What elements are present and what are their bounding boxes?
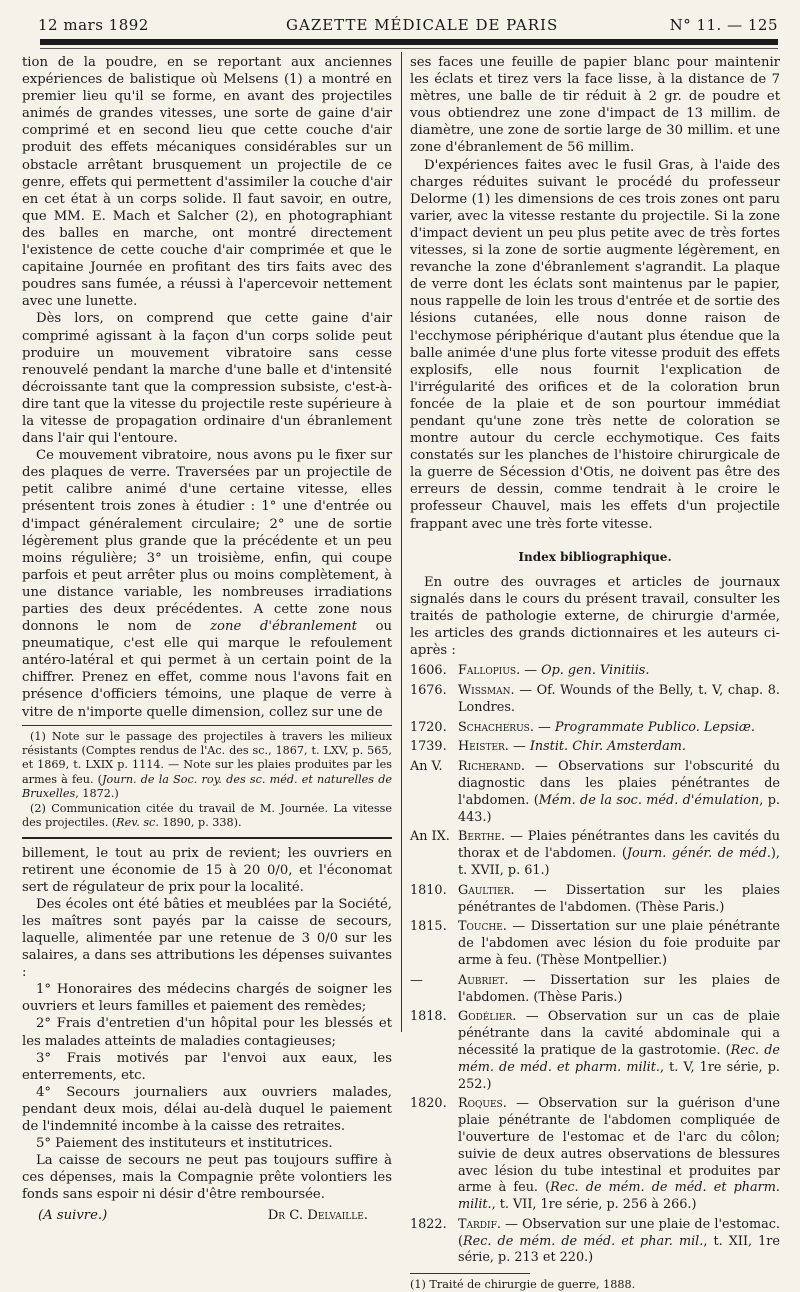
footnote-1: (1) Note sur le passage des projectiles à travers les milieux résistants (Comptes rendus de l'Ac. des sc., 1867, t. LXV, p. 565, et 1869, t. LXIX p. 1114. — Note sur les plaies produites par les armes à feu. (Journ. de la Soc. roy. des sc. méd. et naturelles de Bruxelles, 1872.) [22, 729, 392, 801]
right-footnote: (1) Traité de chirurgie de guerre, 1888. [410, 1278, 636, 1292]
entry-author: Richerand. [458, 759, 525, 775]
entry-author: Godélier. [458, 1009, 517, 1025]
left-paragraph-5: Des écoles ont été bâties et meublées par la Société, les maîtres sont payés par la caisse de secours, laquelle, alimentée par une retenue de 3 0/0 sur les salaires, a dans ses attributions les dépenses suivantes : [22, 896, 392, 981]
bibliography-entry [410, 1096, 780, 1214]
list-item: 2° Frais d'entretien d'un hôpital pour les blessés et les malades atteints de maladies contagieuses; [22, 1016, 392, 1049]
left-footnotes [22, 730, 392, 831]
entry-text: Berthe. — Plaies pénétrantes dans les cavités du thorax et de l'abdomen. (Journ. génér. de méd.), t. XVII, p. 61.) [458, 829, 780, 878]
entry-year: 1820. [410, 1096, 447, 1112]
left-paragraph-2: Dès lors, on comprend que cette gaine d'air comprimé agissant à la façon d'un corps solide peut produire un mouvement vibratoire sans cesse renouvelé pendant la marche d'une balle et d'intensité décroissante tant que la compression subsiste, c'est-à-dire tant que la vitesse du projectile reste supérieure à la vitesse de propagation ordinaire d'un ébranlement dans l'air qui l'entoure. [22, 311, 392, 447]
entry-year: 1810. [410, 882, 447, 898]
entry-author: Berthe. [458, 829, 506, 845]
index-title: Index bibliographique. [518, 549, 672, 564]
bibliography-entry [410, 759, 780, 826]
page-header [38, 14, 778, 38]
footnote-rule [410, 1273, 530, 1274]
footnote-rule [22, 725, 392, 726]
right-paragraph-1: ses faces une feuille de papier blanc pour maintenir les éclats et tirez vers la face lisse, à la distance de 7 mètres, une balle de tir réduit à 2 gr. de poudre et vous obtiendrez une zone d'impact de 13 millim. de diamètre, une zone de sortie large de 30 millim. et une zone d'ébranlement de 56 millim. [410, 55, 780, 156]
entry-year: An IX. [410, 829, 450, 845]
footnote-2: (2) Communication citée du travail de M. Journée. La vitesse des projectiles. (Rev. sc. 1890, p. 338). [22, 801, 392, 830]
bibliography-entry [410, 973, 780, 1007]
article-separator [22, 837, 392, 839]
entry-year: 1822. [410, 1216, 447, 1232]
entry-author: Roques. [458, 1096, 507, 1112]
entry-author: Aubriet. [458, 972, 509, 988]
column-divider [401, 52, 402, 1032]
bibliography-list [410, 663, 780, 1267]
entry-text: Roques. — Observation sur la guérison d'une plaie pénétrante de l'abdomen compliquée de l'ouverture de l'estomac et de l'arc du côlon; suivie de deux autres observations de blessures avec lésion du tube intestinal et produites par arme à feu. (Rec. de mém. de méd. et pharm. milit., t. VII, 1re série, p. 256 à 266.) [458, 1096, 781, 1213]
entry-text: Godélier. — Observation sur un cas de plaie pénétrante dans la cavité abdominale qui a nécessité la pratique de la gastrotomie. (Rec. de mém. de méd. et pharm. milit., t. V, 1re série, p. 252.) [458, 1009, 780, 1092]
bibliography-entry [410, 739, 780, 756]
entry-year: 1739. [410, 739, 447, 755]
bibliography-entry [410, 919, 780, 969]
right-column [410, 54, 780, 1292]
header-rule-thick [40, 39, 778, 45]
entry-author: Wissman. [458, 682, 515, 698]
entry-text: Schacherus. — Programmate Publico. Lepsiæ. [458, 719, 755, 735]
entry-year: 1818. [410, 1009, 447, 1025]
list-item: 3° Frais motivés par l'envoi aux eaux, les enterrements, etc. [22, 1050, 392, 1083]
list-item: 4° Secours journaliers aux ouvriers malades, pendant deux mois, délai au-delà duquel le paiement de l'indemnité incombe à la caisse des retraites. [22, 1084, 392, 1134]
entry-author: Tardif. [458, 1216, 501, 1232]
bibliography-entry [410, 720, 780, 737]
bibliography-entry [410, 883, 780, 917]
entry-author: Fallopius. [458, 663, 521, 679]
entry-text: Fallopius. — Op. gen. Vinitiis. [458, 663, 650, 679]
entry-text: Aubriet. — Dissertation sur les plaies de l'abdomen. (Thèse Paris.) [458, 972, 780, 1005]
entry-author: Touche. [458, 919, 507, 935]
left-paragraph-4: billement, le tout au prix de revient; les ouvriers en retirent une économie de 15 à 20 0/0, et l'économat sert de régulateur de prix pour la localité. [22, 845, 392, 895]
entry-author: Gaultier. [458, 882, 515, 898]
entry-author: Schacherus. [458, 719, 534, 735]
entry-text: Richerand. — Observations sur l'obscurité du diagnostic dans les plaies pénétrantes de l'abdomen. (Mém. de la soc. méd. d'émulation, p. 443.) [458, 759, 780, 825]
list-item: 5° Paiement des instituteurs et institutrices. [36, 1136, 333, 1152]
entry-text: Gaultier. — Dissertation sur les plaies pénétrantes de l'abdomen. (Thèse Paris.) [458, 882, 780, 915]
to-be-continued: (A suivre.) [38, 1208, 108, 1224]
entry-year: 1676. [410, 682, 447, 698]
index-intro: En outre des ouvrages et articles de journaux signalés dans le cours du présent travail, consulter les traités de pathologie externe, de chirurgie d'armée, les articles des grands dictionnaires et les auteurs ci-après : [410, 574, 780, 659]
bibliography-entry [410, 663, 780, 680]
header-date: 12 mars 1892 [38, 16, 149, 34]
header-rule-thin [40, 48, 778, 49]
right-paragraph-2: D'expériences faites avec le fusil Gras, à l'aide des charges réduites suivant le procédé du professeur Delorme (1) les dimensions de ces trois zones ont paru varier, avec la vitesse restante du projectile. Si la zone d'impact devient un peu plus petite avec de très fortes vitesses, si la zone de sortie augmente légèrement, en revanche la zone d'ébranlement s'agrandit. La plaque de verre dont les éclats sont maintenus par le papier, nous rappelle de loin les trous d'entrée et de sortie des lésions cutanées, elle nous donne raison de l'ecchymose périphérique d'autant plus étendue que la balle animée d'une plus forte vitesse produit des effets explosifs, elle nous fournit l'explication de l'irrégularité des orifices et de la coloration brun foncée de la plaie et de son pourtour immédiat pendant qu'une zone très nette de coloration se montre autour du cercle ecchymotique. Ces faits constatés sur les planches de l'histoire chirurgicale de la guerre de Sécession d'Otis, ne doivent pas être des erreurs de dessin, comme tendrait à le croire le professeur Chauvel, mais les effets d'un projectile frappant avec une très forte vitesse. [410, 157, 780, 532]
left-paragraph-1: tion de la poudre, en se reportant aux anciennes expériences de balistique où Melsens (1) a montré en premier lieu qu'il se forme, en avant des projectiles animés de grandes vitesses, une sorte de gaine d'air comprimé et en second lieu que cette couche d'air produit des effets mécaniques considérables sur un obstacle arrêtant brusquement un projectile de ce genre, effets qui permettent d'assimiler la couche d'air en cet état à un corps solide. Il faut savoir, en outre, que MM. E. Mach et Salcher (2), en photographiant des balles en marche, ont montré directement l'existence de cette couche d'air comprimée et que le capitaine Journée en profitant des tirs faits avec des poudres sans fumée, a réussi à l'apercevoir nettement avec une lunette. [22, 55, 392, 310]
signature-line [22, 1207, 392, 1224]
entry-text: Heister. — Instit. Chir. Amsterdam. [458, 739, 686, 755]
entry-author: Heister. [458, 739, 509, 755]
entry-year: 1815. [410, 919, 447, 935]
entry-year: — [410, 972, 423, 988]
entry-year: An V. [410, 759, 443, 775]
entry-text: Tardif. — Observation sur une plaie de l'estomac. (Rec. de mém. de méd. et phar. mil., t. XII, 1re série, p. 213 et 220.) [458, 1216, 780, 1266]
entry-year: 1720. [410, 719, 447, 735]
left-paragraph-3: Ce mouvement vibratoire, nous avons pu le fixer sur des plaques de verre. Traversées par un projectile de petit calibre animé d'une certaine vitesse, elles présentent trois zones à étudier : 1° une d'entrée ou d'impact généralement circulaire; 2° une de sortie légèrement plus grande que la précédente et un peu moins régulière; 3° un troisième, enfin, qui coupe parfois et peut arrêter plus ou moins complètement, à une distance variable, les nombreuses irradiations parties des deux précédentes. A cette zone nous donnons le nom de zone d'ébranlement ou pneumatique, c'est elle qui marque le refoulement antéro-latéral et qui permet à un certain point de la chiffrer. Prenez en effet, comme nous l'avons fait en présence d'officiers témoins, une plaque de verre à vitre de n'importe quelle dimension, collez sur une de [22, 448, 392, 720]
bibliography-entry [410, 1217, 780, 1267]
header-page-number: N° 11. — 125 [669, 16, 778, 34]
list-item: 1° Honoraires des médecins chargés de soigner les ouvriers et leurs familles et paiement des remèdes; [22, 982, 392, 1015]
bibliography-entry [410, 1009, 780, 1093]
entry-year: 1606. [410, 663, 447, 679]
header-journal-title: GAZETTE MÉDICALE DE PARIS [286, 16, 559, 34]
left-paragraph-6: La caisse de secours ne peut pas toujours suffire à ces dépenses, mais la Compagnie prête volontiers les fonds sans espoir ni désir d'être remboursée. [22, 1153, 392, 1203]
author-signature: Dr C. Delvaille. [267, 1208, 368, 1224]
bibliography-entry [410, 683, 780, 717]
entry-text: Wissman. — Of. Wounds of the Belly, t. V, chap. 8. Londres. [458, 682, 780, 715]
entry-text: Touche. — Dissertation sur une plaie pénétrante de l'abdomen avec lésion du foie produite par arme à feu. (Thèse Montpellier.) [458, 919, 780, 968]
left-column [22, 54, 392, 1225]
bibliography-entry [410, 829, 780, 879]
